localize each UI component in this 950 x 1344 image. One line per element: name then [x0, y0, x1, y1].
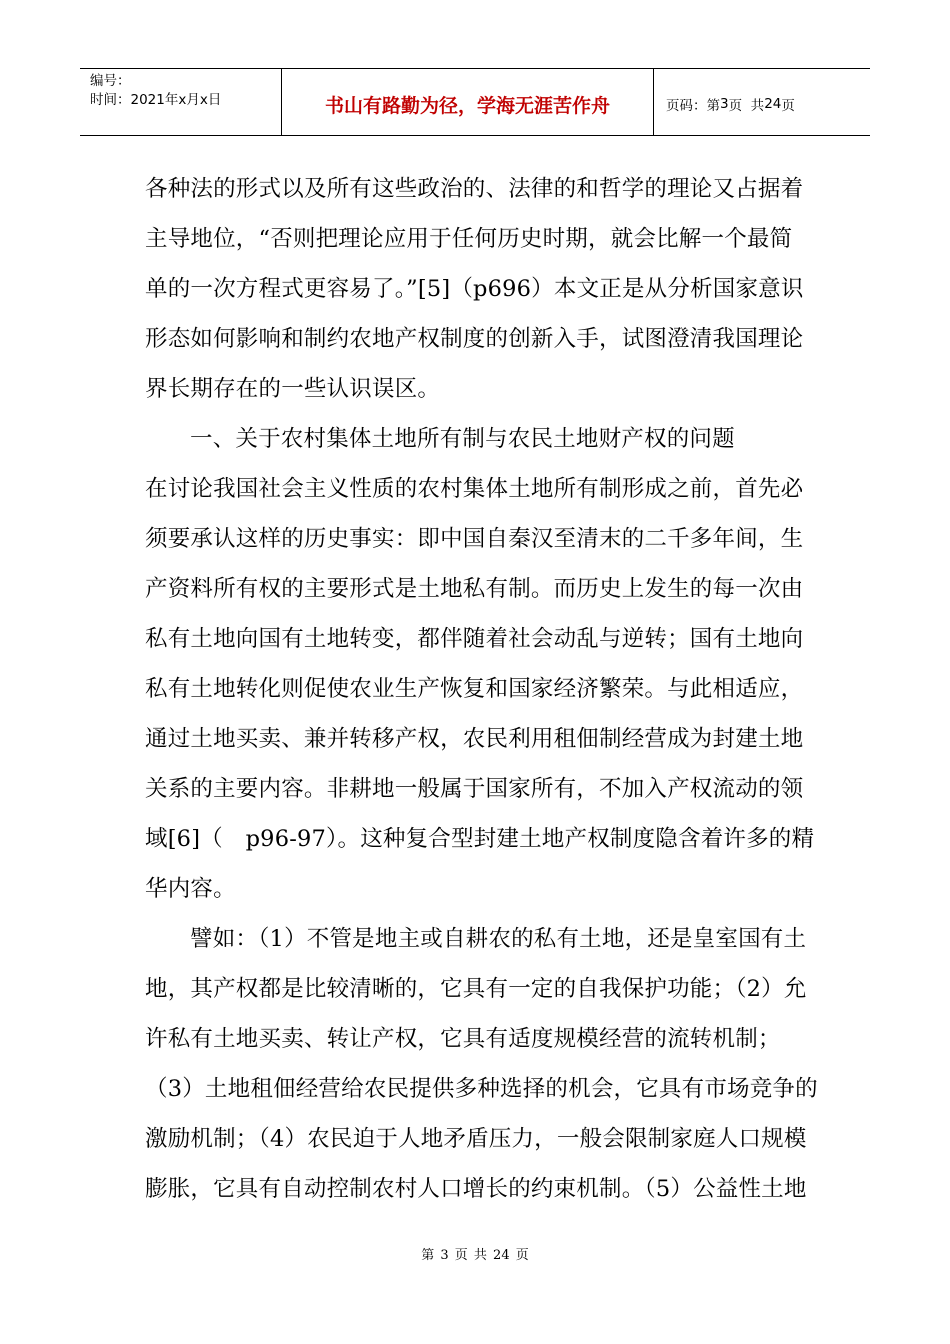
text-line: 膨胀，它具有自动控制农村人口增长的约束机制。（5）公益性土地 — [145, 1176, 807, 1202]
date-label: 时间：2021年x月x日 — [90, 92, 222, 108]
header-page-info — [654, 69, 870, 135]
text-line: 华内容。 — [145, 876, 236, 902]
text-line: 主导地位，“否则把理论应用于任何历史时期，就会比解一个最简 — [145, 226, 793, 252]
text-line: 许私有土地买卖、转让产权，它具有适度规模经营的流转机制； — [145, 1026, 781, 1052]
page-suffix: 页 — [781, 98, 795, 114]
text-line: 各种法的形式以及所有这些政治的、法律的和哲学的理论又占据着 — [145, 176, 804, 202]
text-line: 一、关于农村集体土地所有制与农民土地财产权的问题 — [190, 426, 735, 452]
text-line: 域[6]（ p96-97）。这种复合型封建土地产权制度隐含着许多的精 — [145, 826, 815, 852]
text-line: 激励机制；（4）农民迫于人地矛盾压力，一般会限制家庭人口规模 — [145, 1126, 807, 1152]
text-line: 界长期存在的一些认识误区。 — [145, 376, 441, 402]
text-line: 须要承认这样的历史事实：即中国自秦汉至清末的二千多年间，生 — [145, 526, 804, 552]
text-line: 私有土地转化则促使农业生产恢复和国家经济繁荣。与此相适应， — [145, 676, 804, 702]
page-prefix: 页码：第 — [666, 98, 720, 114]
text-line: 譬如：（1）不管是地主或自耕农的私有土地，还是皇室国有土 — [190, 926, 807, 952]
header-motto: 书山有路勤为径，学海无涯苦作舟 — [282, 69, 654, 135]
text-line: 在讨论我国社会主义性质的农村集体土地所有制形成之前，首先必 — [145, 476, 804, 502]
text-line: 私有土地向国有土地转变，都伴随着社会动乱与逆转；国有土地向 — [145, 626, 804, 652]
page-footer: 第 3 页 共 24 页 — [421, 1248, 529, 1263]
page-total: 24 — [764, 96, 782, 112]
text-line: 形态如何影响和制约农地产权制度的创新入手，试图澄清我国理论 — [145, 326, 804, 352]
document-body — [145, 164, 818, 1214]
header-meta — [80, 69, 282, 135]
page-current: 3 — [720, 96, 729, 112]
text-line: 通过土地买卖、兼并转移产权，农民利用租佃制经营成为封建土地 — [145, 726, 804, 752]
text-line: 关系的主要内容。非耕地一般属于国家所有，不加入产权流动的领 — [145, 776, 804, 802]
text-line: 产资料所有权的主要形式是土地私有制。而历史上发生的每一次由 — [145, 576, 804, 602]
page-header — [80, 68, 870, 136]
text-line: 地，其产权都是比较清晰的，它具有一定的自我保护功能；（2）允 — [145, 976, 807, 1002]
page-mid: 页 共 — [728, 98, 765, 114]
text-line: 单的一次方程式更容易了。”[5]（p696）本文正是从分析国家意识 — [145, 276, 804, 302]
serial-number-label: 编号： — [90, 73, 131, 89]
text-line: （3）土地租佃经营给农民提供多种选择的机会，它具有市场竞争的 — [145, 1076, 818, 1102]
